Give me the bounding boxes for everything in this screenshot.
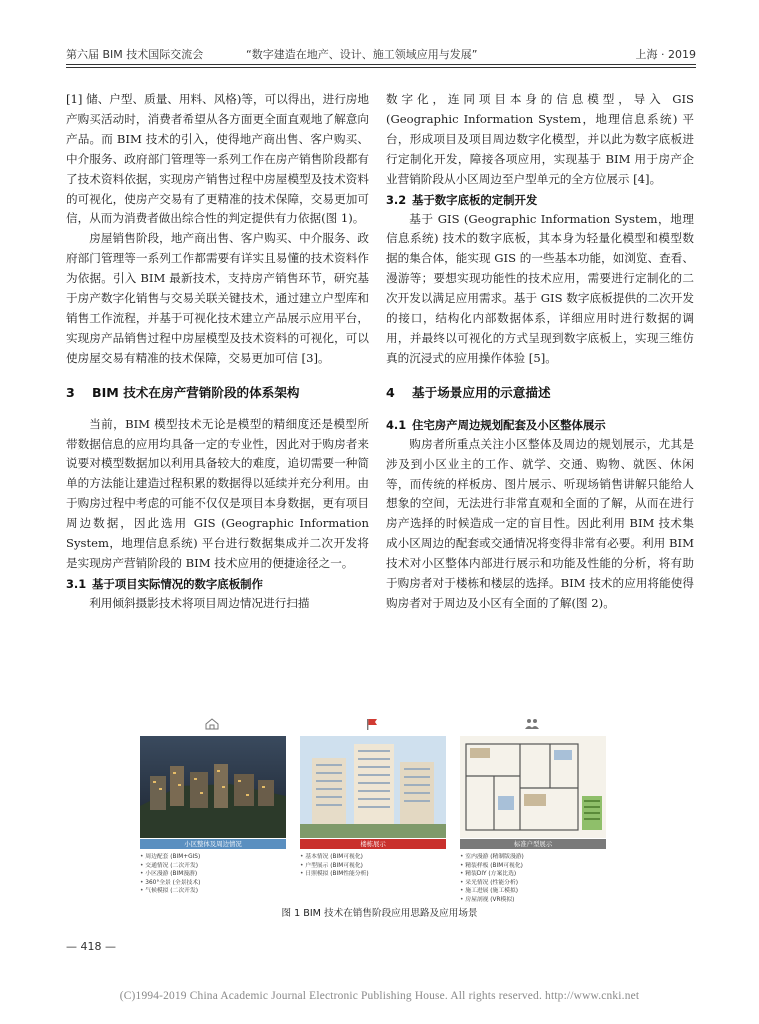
subsection-number: 4.1 xyxy=(386,417,407,432)
section-heading-4 xyxy=(386,383,694,403)
left-column xyxy=(66,90,369,614)
list-item: • 采光情况 (性能分析) xyxy=(460,879,606,888)
feature-list xyxy=(300,853,446,879)
header-theme: “数字建造在地产、设计、施工领域应用与发展” xyxy=(246,48,478,61)
subsection-heading-4-1 xyxy=(386,415,694,435)
copyright-footer: (C)1994-2019 China Academic Journal Electronic Publishing House. All rights reserved. http://www.cnki.net xyxy=(119,990,640,1002)
floor-plan-image xyxy=(460,736,606,838)
community-night-render-image xyxy=(140,736,286,838)
feature-list xyxy=(140,853,286,896)
list-item: • 小区漫游 (BIM漫游) xyxy=(140,870,286,879)
right-column xyxy=(386,90,694,614)
panel-title: 标准户型展示 xyxy=(460,839,606,849)
figure-panel-community xyxy=(138,732,286,898)
figure-panel-building xyxy=(298,732,446,898)
section-title: 基于场景应用的示意描述 xyxy=(412,384,551,400)
section-number: 4 xyxy=(386,384,395,400)
section-number: 3 xyxy=(66,384,75,400)
panel-title: 小区整体及周边情况 xyxy=(140,839,286,849)
list-item: • 日照模拟 (BIM性能分析) xyxy=(300,870,446,879)
list-item: • 360°全景 (全景技术) xyxy=(140,879,286,888)
paragraph: 当前，BIM 模型技术无论是模型的精细度还是模型所带数据信息的应用均具备一定的专业性，因此对于购房者来说要对模型数据加以利用具备较大的难度，追切需要一种简单的方法能让建造过程积累的数据得以延续并充分利用。由于购房过程中考虑的可能不仅仅是项目本身数据，更有项目周边数据，因此选用 GIS (Geographic Information System，地理信息系统) 平台进行数据集成并二次开发将是实现房产营销阶段的 BIM 技术应用的便捷途径之一。 xyxy=(66,416,369,570)
list-item: • 施工进展 (施工模拟) xyxy=(460,887,606,896)
subsection-title: 基于数字底板的定制开发 xyxy=(412,192,538,207)
subsection-number: 3.1 xyxy=(66,576,87,591)
list-item: • 周边配套 (BIM+GIS) xyxy=(140,853,286,862)
panel-title: 楼栋展示 xyxy=(300,839,446,849)
subsection-number: 3.2 xyxy=(386,192,407,207)
figure-1 xyxy=(138,732,606,903)
section-heading-3 xyxy=(66,383,369,403)
list-item: • 室内漫游 (精制版漫游) xyxy=(460,853,606,862)
paragraph: [1] 储、户型、质量、用料、风格)等，可以得出，进行房地产购买活动时，消费者希望从各方面更全面直观地了解意向产品。而 BIM 技术的引入，使得地产商出售、客户购买、中介服务、政府部门管理等一系列工作在房产销售阶段都有了技术资料依据，实现房产销售过程中房屋模型及技术资料的可视化，使房产交易有了更精准的技术保障，交易更加可信，从而为消费者做出综合性的判定提供有力依据(图 1)。 xyxy=(66,92,369,226)
subsection-title: 住宅房产周边规划配套及小区整体展示 xyxy=(412,417,606,432)
list-item: • 房屋剖视 (VR模拟) xyxy=(460,896,606,905)
flag-icon xyxy=(364,718,380,730)
subsection-heading-3-2 xyxy=(386,190,694,210)
figure-caption: 图 1 BIM 技术在销售阶段应用思路及应用场景 xyxy=(281,908,478,919)
list-item: • 交通情况 (二次开发) xyxy=(140,862,286,871)
header-location-year: 上海 · 2019 xyxy=(635,48,696,61)
header-rule-thin xyxy=(66,67,696,68)
people-icon xyxy=(524,718,540,730)
subsection-heading-3-1 xyxy=(66,574,369,594)
page-number: — 418 — xyxy=(66,940,116,953)
paragraph: 购房者所重点关注小区整体及周边的规划展示，尤其是涉及到小区业主的工作、就学、交通、购物、就医、休闲等，而传统的样板房、图片展示、听现场销售讲解只能给人想象的空间，无法进行非常直观和全面的了解，从而在进行房产选择的时候造成一定的盲目性。因此利用 BIM 技术集成小区周边的配套或交通情况将变得非常有必要。利用 BIM 技术对小区整体内部进行展示和功能及性能的分析，将有助于购房者对于楼栋和楼层的选择。BIM 技术的应用将能使得购房者对于周边及小区有全面的了解(图 2)。 xyxy=(386,436,694,610)
section-title: BIM 技术在房产营销阶段的体系架构 xyxy=(92,384,300,400)
feature-list xyxy=(460,853,606,905)
paragraph: 利用倾斜摄影技术将项目周边情况进行扫描 xyxy=(89,595,310,610)
list-item: • 气候模拟 (二次开发) xyxy=(140,887,286,896)
building-exterior-image xyxy=(300,736,446,838)
list-item: • 户型展示 (BIM可视化) xyxy=(300,862,446,871)
header-rule xyxy=(66,64,696,65)
house-icon xyxy=(204,718,220,730)
list-item: • 精装样板 (BIM可视化) xyxy=(460,862,606,871)
paragraph: 房屋销售阶段，地产商出售、客户购买、中介服务、政府部门管理等一系列工作都需要有详实且易懂的技术资料作为依据。引入 BIM 最新技术，支持房产销售环节，研究基于房产数字化销售与交易关联关键技术，通过建立户型库和销售工作流程，并基于可视化技术建立产品展示应用平台，实现房产品销售过程中房屋模型及技术资料的可视化，可以使房屋交易有精准的技术保障，交易更加可信 [3]。 xyxy=(66,231,369,365)
figure-panel-unit xyxy=(458,732,606,903)
paragraph: 数字化，连同项目本身的信息模型，导入 GIS (Geographic Information System，地理信息系统) 平台，形成项目及项目周边数字化模型，并以此为数字底板进行定制化开发，障接各项应用，实现基于 BIM 用于房产企业营销阶段从小区周边至户型单元的全方位展示 [4]。 xyxy=(386,92,694,186)
list-item: • 精装DIY (方案比选) xyxy=(460,870,606,879)
header-conference: 第六届 BIM 技术国际交流会 xyxy=(66,48,204,61)
paragraph: 基于 GIS (Geographic Information System，地理信息系统) 技术的数字底板，其本身为轻量化模型和模型数据的集合体，能实现 GIS 的一些基本功能，如浏览、查看、漫游等；要想实现功能性的技术应用，需要进行定制化的二次开发以满足应用需求。基于 GIS 数字底板提供的二次开发的接口，结构化内部数据体系，详细应用时进行数据的调用，并最终以可视化的方式呈现到数字底板上，实现三维仿真的沉浸式的应用操作体验 [5]。 xyxy=(386,211,694,365)
list-item: • 基本情况 (BIM可视化) xyxy=(300,853,446,862)
subsection-title: 基于项目实际情况的数字底板制作 xyxy=(92,576,263,591)
